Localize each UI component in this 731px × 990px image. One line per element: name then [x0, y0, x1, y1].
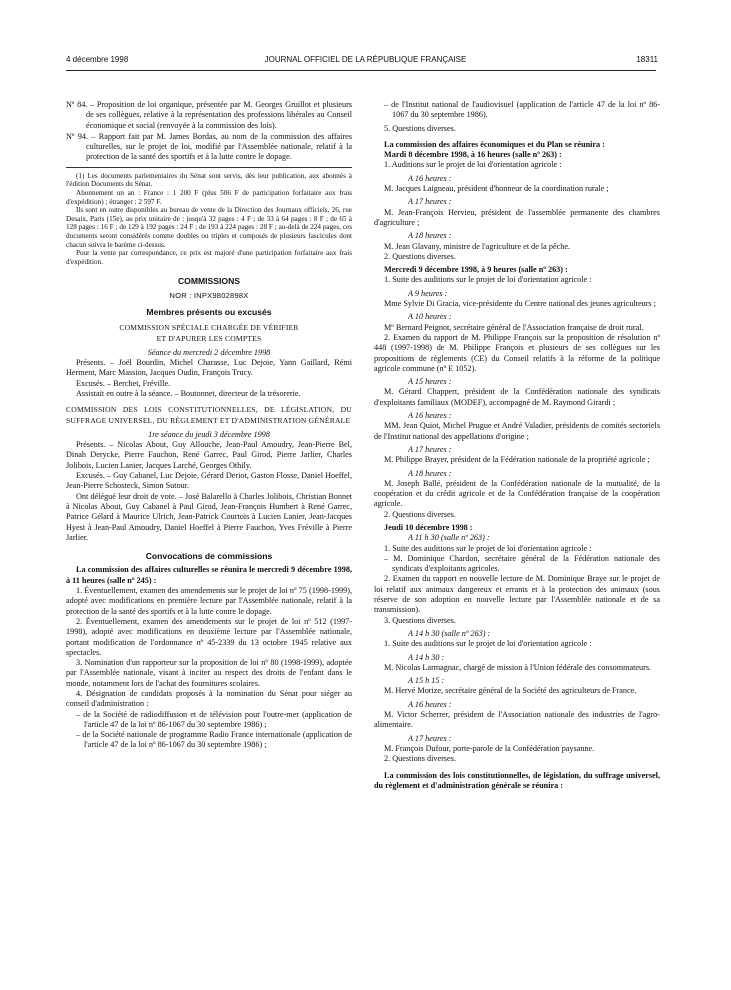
- footnote-rule: [66, 167, 352, 168]
- assistait-speciale: Assistait en outre à la séance. – Boutonnet, directeur de la trésorerie.: [76, 388, 301, 398]
- header-page-number: 18311: [636, 55, 658, 64]
- culturelles-item-4c: – de l'Institut national de l'audiovisuel (application de l'article 47 de la loi nº 86-1067 du 30 septembre 1986).: [384, 100, 660, 120]
- subsection-membres: Membres présents ou excusés: [146, 306, 272, 317]
- hour-jeudi-14h30: A 14 h 30 (salle nº 263) :: [408, 628, 491, 638]
- jeudi-pm-item-1: 1. Suite des auditions sur le projet de loi d'orientation agricole :: [384, 639, 592, 649]
- audition-quiot: MM. Jean Quiot, Michel Prugue et André Valadier, présidents de comités sectoriels de l'Institut national des appellations d'origine ;: [374, 421, 660, 441]
- session-date-lois: 1re séance du jeudi 3 décembre 1998: [148, 429, 270, 439]
- jeudi-item-2: 2. Examen du rapport en nouvelle lecture de M. Dominique Braye sur le projet de loi relatif aux animaux dangereux et errants et à la protection des animaux (sous réserve de son adoption en nouvelle lecture par l'Assemblée nationale et de sa transmission).: [374, 574, 660, 615]
- culturelles-item-1: 1. Éventuellement, examen des amendements sur le projet de loi nº 75 (1998-1999), adopté avec modifications en première lecture par l'Assemblée nationale, relatif à la protection de la santé des sportifs et à la lutte contre le dopage.: [66, 586, 352, 616]
- hour-mercredi-17: A 17 heures :: [408, 444, 452, 454]
- hour-mercredi-10: A 10 heures :: [408, 312, 452, 322]
- audition-dufour: M. François Dufour, porte-parole de la Confédération paysanne.: [384, 743, 595, 753]
- culturelles-item-2: 2. Éventuellement, examen des amendements sur le projet de loi nº 512 (1997-1998), adopté avec modifications en deuxième lecture par l'Assemblée nationale, portant modification de l'ordonnance nº 45-2339 du 13 octobre 1945 relative aux spectacles.: [66, 616, 352, 657]
- culturelles-item-5: 5. Questions diverses.: [384, 123, 456, 133]
- excuses-speciale: Excusés. – Berchet, Fréville.: [76, 378, 171, 388]
- audition-chappert: M. Gérard Chappert, président de la Confédération nationale des syndicats d'exploitants familiaux (MODEF), accompagné de M. Raymond Girardi ;: [374, 387, 660, 407]
- jeudi-item-3: 3. Questions diverses.: [384, 615, 456, 625]
- audition-scherrer: M. Victor Scherrer, président de l'Association nationale des industries de l'agro-alimentaire.: [374, 710, 660, 730]
- footnote-mail-order: Pour la vente par correspondance, ce prix est majoré d'une participation forfaitaire aux frais d'expédition.: [66, 249, 352, 266]
- footnote-availability: Ils sont en outre disponibles au bureau de vente de la Direction des Journaux officiels, 26, rue Desaix, Paris (15e), au prix unitaire de : jusqu'à 32 pages : 4 F ; de 33 à 64 pages : 8 F ; de 65 à 128 pages : 16 F ; de 129 à 192 pages : 24 F ; de 193 à 224 pages : 28 F ; au-delà de 224 pages, ces documents seront considérés comme doubles ou triples et composés de plusieurs fascicules dont chacun suivra le barème ci-dessus.: [66, 206, 352, 249]
- audition-gracia: Mme Sylvie Di Gracia, vice-présidente du Centre national des jeunes agriculteurs ;: [384, 299, 656, 309]
- culturelles-item-4: 4. Désignation de candidats proposés à la nomination du Sénat pour siéger au conseil d'administration :: [66, 689, 352, 709]
- audition-hervieu: M. Jean-François Hervieu, président de l'assemblée permanente des chambres d'agriculture ;: [374, 207, 660, 227]
- audition-laigneau: M. Jacques Laigneau, président d'honneur de la coordination rurale ;: [384, 184, 609, 194]
- audition-chardon: – M. Dominique Chardon, secrétaire général de la Fédération nationale des syndicats d'exploitants agricoles.: [384, 553, 660, 574]
- jeudi-item-1: 1. Suite des auditions sur le projet de loi d'orientation agricole :: [384, 543, 592, 553]
- hour-jeudi-11h30: A 11 h 30 (salle nº 263) :: [408, 533, 490, 543]
- hour-mercredi-18: A 18 heures :: [408, 468, 452, 478]
- left-column: [66, 100, 352, 751]
- affaires-economiques-intro: La commission des affaires économiques et du Plan se réunira :: [384, 139, 605, 149]
- mardi-heading: Mardi 8 décembre 1998, à 16 heures (salle nº 263) :: [384, 150, 562, 160]
- document-item-84: Nº 84. – Proposition de loi organique, présentée par M. Georges Gruillot et plusieurs de ses collègues, relative à la représentation des professions libérales au Conseil économique et social (renvoyée à la commission des lois).: [66, 100, 352, 130]
- mercredi-item-2: 2. Examen du rapport de M. Philippe François sur la proposition de résolution nº 448 (1997-1998) de M. Philippe François et plusieurs de ses collègues sur les propositions de règlements (CE) du Conseil relatifs à la réforme de la politique agricole commune (nº E 1052).: [374, 332, 660, 373]
- session-date-speciale: Séance du mercredi 2 décembre 1998: [147, 347, 271, 357]
- culturelles-item-3: 3. Nomination d'un rapporteur sur la proposition de loi nº 80 (1998-1999), adoptée par l'Assemblée nationale, visant à inciter au respect des droits de l'enfant dans le monde, notamment lors de l'achat des fournitures scolaires.: [66, 658, 352, 688]
- audition-peignot: Mº Bernard Peignot, secrétaire général de l'Association française de droit rural.: [384, 322, 644, 332]
- page-header: [0, 55, 731, 69]
- hour-jeudi-16: A 16 heures :: [408, 699, 452, 709]
- commission-speciale-title: COMMISSION SPÉCIALE CHARGÉE DE VÉRIFIER ET D'APURER LES COMPTES: [119, 323, 299, 343]
- hour-jeudi-15h15: A 15 h 15 :: [408, 676, 445, 686]
- header-journal-title: JOURNAL OFFICIEL DE LA RÉPUBLIQUE FRANÇAISE: [264, 55, 467, 64]
- audition-larmagnac: M. Nicolas Larmagnac, chargé de mission à l'Union fédérale des consommateurs.: [384, 662, 652, 672]
- subsection-convocations: Convocations de commissions: [145, 551, 273, 562]
- presents-lois: Présents. – Nicolas About, Guy Allouche, Jean-Paul Amoudry, Jean-Pierre Bel, Dinah Derycke, Pierre Fauchon, René Garrec, Paul Girod, Pierre Jarlier, Charles Jolibois, Lucien Lanier, Jacques Larché, Georges Othily.: [66, 440, 352, 470]
- affaires-culturelles-intro: La commission des affaires culturelles se réunira le mercredi 9 décembre 1998, à 11 heures (salle nº 245) :: [66, 565, 352, 585]
- hour-mercredi-16: A 16 heures :: [408, 411, 452, 421]
- culturelles-item-4a: – de la Société de radiodiffusion et de télévision pour l'outre-mer (application de l'article 47 de la loi nº 86-1067 du 30 septembre 1986) ;: [76, 709, 352, 729]
- presents-speciale: Présents. – Joël Bourdin, Michel Charasse, Luc Dejoie, Yann Gaillard, Rémi Herment, Marc Massion, Jacques Oudin, François Trucy.: [66, 358, 352, 378]
- excuses-lois: Excusés. – Guy Cabanel, Luc Dejoie, Gérard Deriot, Gaston Flosse, Daniel Hoeffel, Jean-Pierre Schosteck, Simon Sutour.: [66, 471, 352, 491]
- jeudi-pm-item-2: 2. Questions diverses.: [384, 754, 456, 764]
- hour-jeudi-14h30-audition: A 14 h 30 :: [408, 652, 445, 662]
- mardi-item-1: 1. Auditions sur le projet de loi d'orientation agricole :: [384, 160, 562, 170]
- audition-brayer: M. Philippe Brayer, président de la Fédération nationale de la propriété agricole ;: [384, 455, 650, 465]
- document-item-94: Nº 94. – Rapport fait par M. James Bordas, au nom de la commission des affaires culturelles, sur le projet de loi, modifié par l'Assemblée nationale, relatif à la protection de la santé des sportifs et à la lutte contre le dopage.: [66, 131, 352, 162]
- hour-mardi-17: A 17 heures :: [408, 197, 452, 207]
- jeudi-heading: Jeudi 10 décembre 1998 :: [384, 522, 473, 532]
- commission-lois-title: COMMISSION DES LOIS CONSTITUTIONNELLES, DE LÉGISLATION, DU SUFFRAGE UNIVERSEL, DU RÈGLEMENT ET D'ADMINISTRATION GÉNÉRALE: [66, 405, 352, 425]
- delegation-vote-lois: Ont délégué leur droit de vote. – José Balarello à Charles Jolibois, Christian Bonnet à Nicolas About, Guy Cabanel à Paul Girod, Jean-François Humbert à René Garrec, Patrice Gélard à Maurice Ulrich, Jean-Patrick Courtois à Lucien Lanier, Jean-Jacques Hyest à Jean-Paul Amoudry, Daniel Hoeffel à Pierre Fauchon, Yves Fréville à Pierre Jarlier.: [66, 491, 352, 542]
- footnote-subscription: Abonnement un an : France : 1 200 F (plus 506 F de participation forfaitaire aux frais d'expédition) ; étranger : 2 597 F.: [66, 188, 352, 206]
- hour-mardi-16: A 16 heures :: [408, 173, 452, 183]
- audition-glavany: M. Jean Glavany, ministre de l'agriculture et de la pêche.: [384, 241, 571, 251]
- hour-mercredi-9: A 9 heures :: [408, 288, 448, 298]
- mercredi-item-3: 2. Questions diverses.: [384, 509, 456, 519]
- header-rule: [66, 70, 656, 71]
- audition-morize: M. Hervé Morize, secrétaire général de la Société des agriculteurs de France.: [384, 686, 637, 696]
- hour-mercredi-15: A 15 heures :: [408, 377, 452, 387]
- culturelles-item-4b: – de la Société nationale de programme Radio France internationale (application de l'article 47 de la loi nº 86-1067 du 30 septembre 1986) ;: [76, 730, 352, 750]
- footnote-1: (1) Les documents parlementaires du Sénat sont servis, dès leur publication, aux abonnés à l'édition Documents du Sénat.: [66, 171, 352, 189]
- mardi-item-2: 2. Questions diverses.: [384, 251, 456, 261]
- hour-mardi-18: A 18 heures :: [408, 231, 452, 241]
- mercredi-heading: Mercredi 9 décembre 1998, à 9 heures (salle nº 263) :: [384, 265, 568, 275]
- mercredi-item-1: 1. Suite des auditions sur le projet de loi d'orientation agricole :: [384, 275, 592, 285]
- hour-jeudi-17: A 17 heures :: [408, 733, 452, 743]
- commission-lois-intro: La commission des lois constitutionnelles, de législation, du suffrage universel, du règlement et d'administration générale se réunira :: [374, 770, 660, 790]
- right-column: [374, 100, 660, 791]
- header-date: 4 décembre 1998: [66, 55, 129, 64]
- audition-balle: M. Joseph Ballé, président de la Confédération nationale de la mutualité, de la coopération et du crédit agricole et de la Confédération française de la coopération agricole.: [374, 478, 660, 509]
- nor-reference: NOR : INPX9802898X: [169, 290, 249, 300]
- section-title-commissions: COMMISSIONS: [177, 276, 241, 287]
